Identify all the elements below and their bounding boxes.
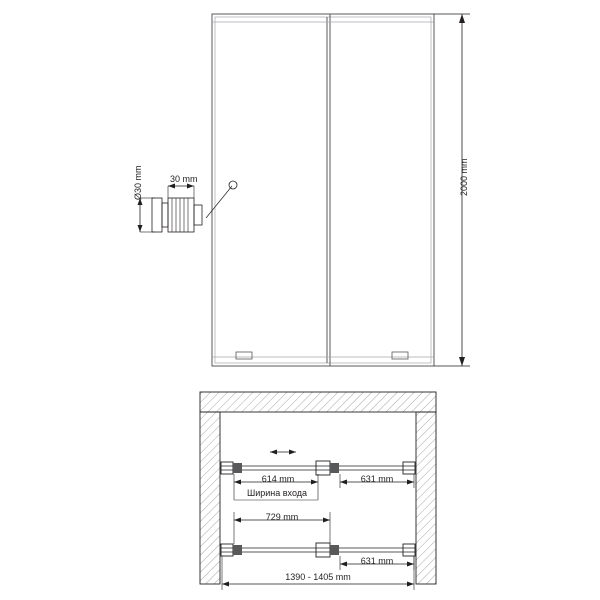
overall-width-label: 1390 - 1405 mm	[285, 572, 351, 582]
right-panel-upper-label: 631 mm	[360, 474, 394, 484]
handle-diameter-label: Ø30 mm	[133, 165, 143, 200]
upper-span-label: 729 mm	[265, 512, 299, 522]
entry-width-caption-label: Ширина входа	[246, 488, 308, 498]
handle-width-label: 30 mm	[170, 174, 198, 184]
right-panel-lower-label: 631 mm	[360, 556, 394, 566]
front-height-label: 2000 mm	[459, 158, 469, 196]
entry-width-value-label: 614 mm	[261, 474, 295, 484]
